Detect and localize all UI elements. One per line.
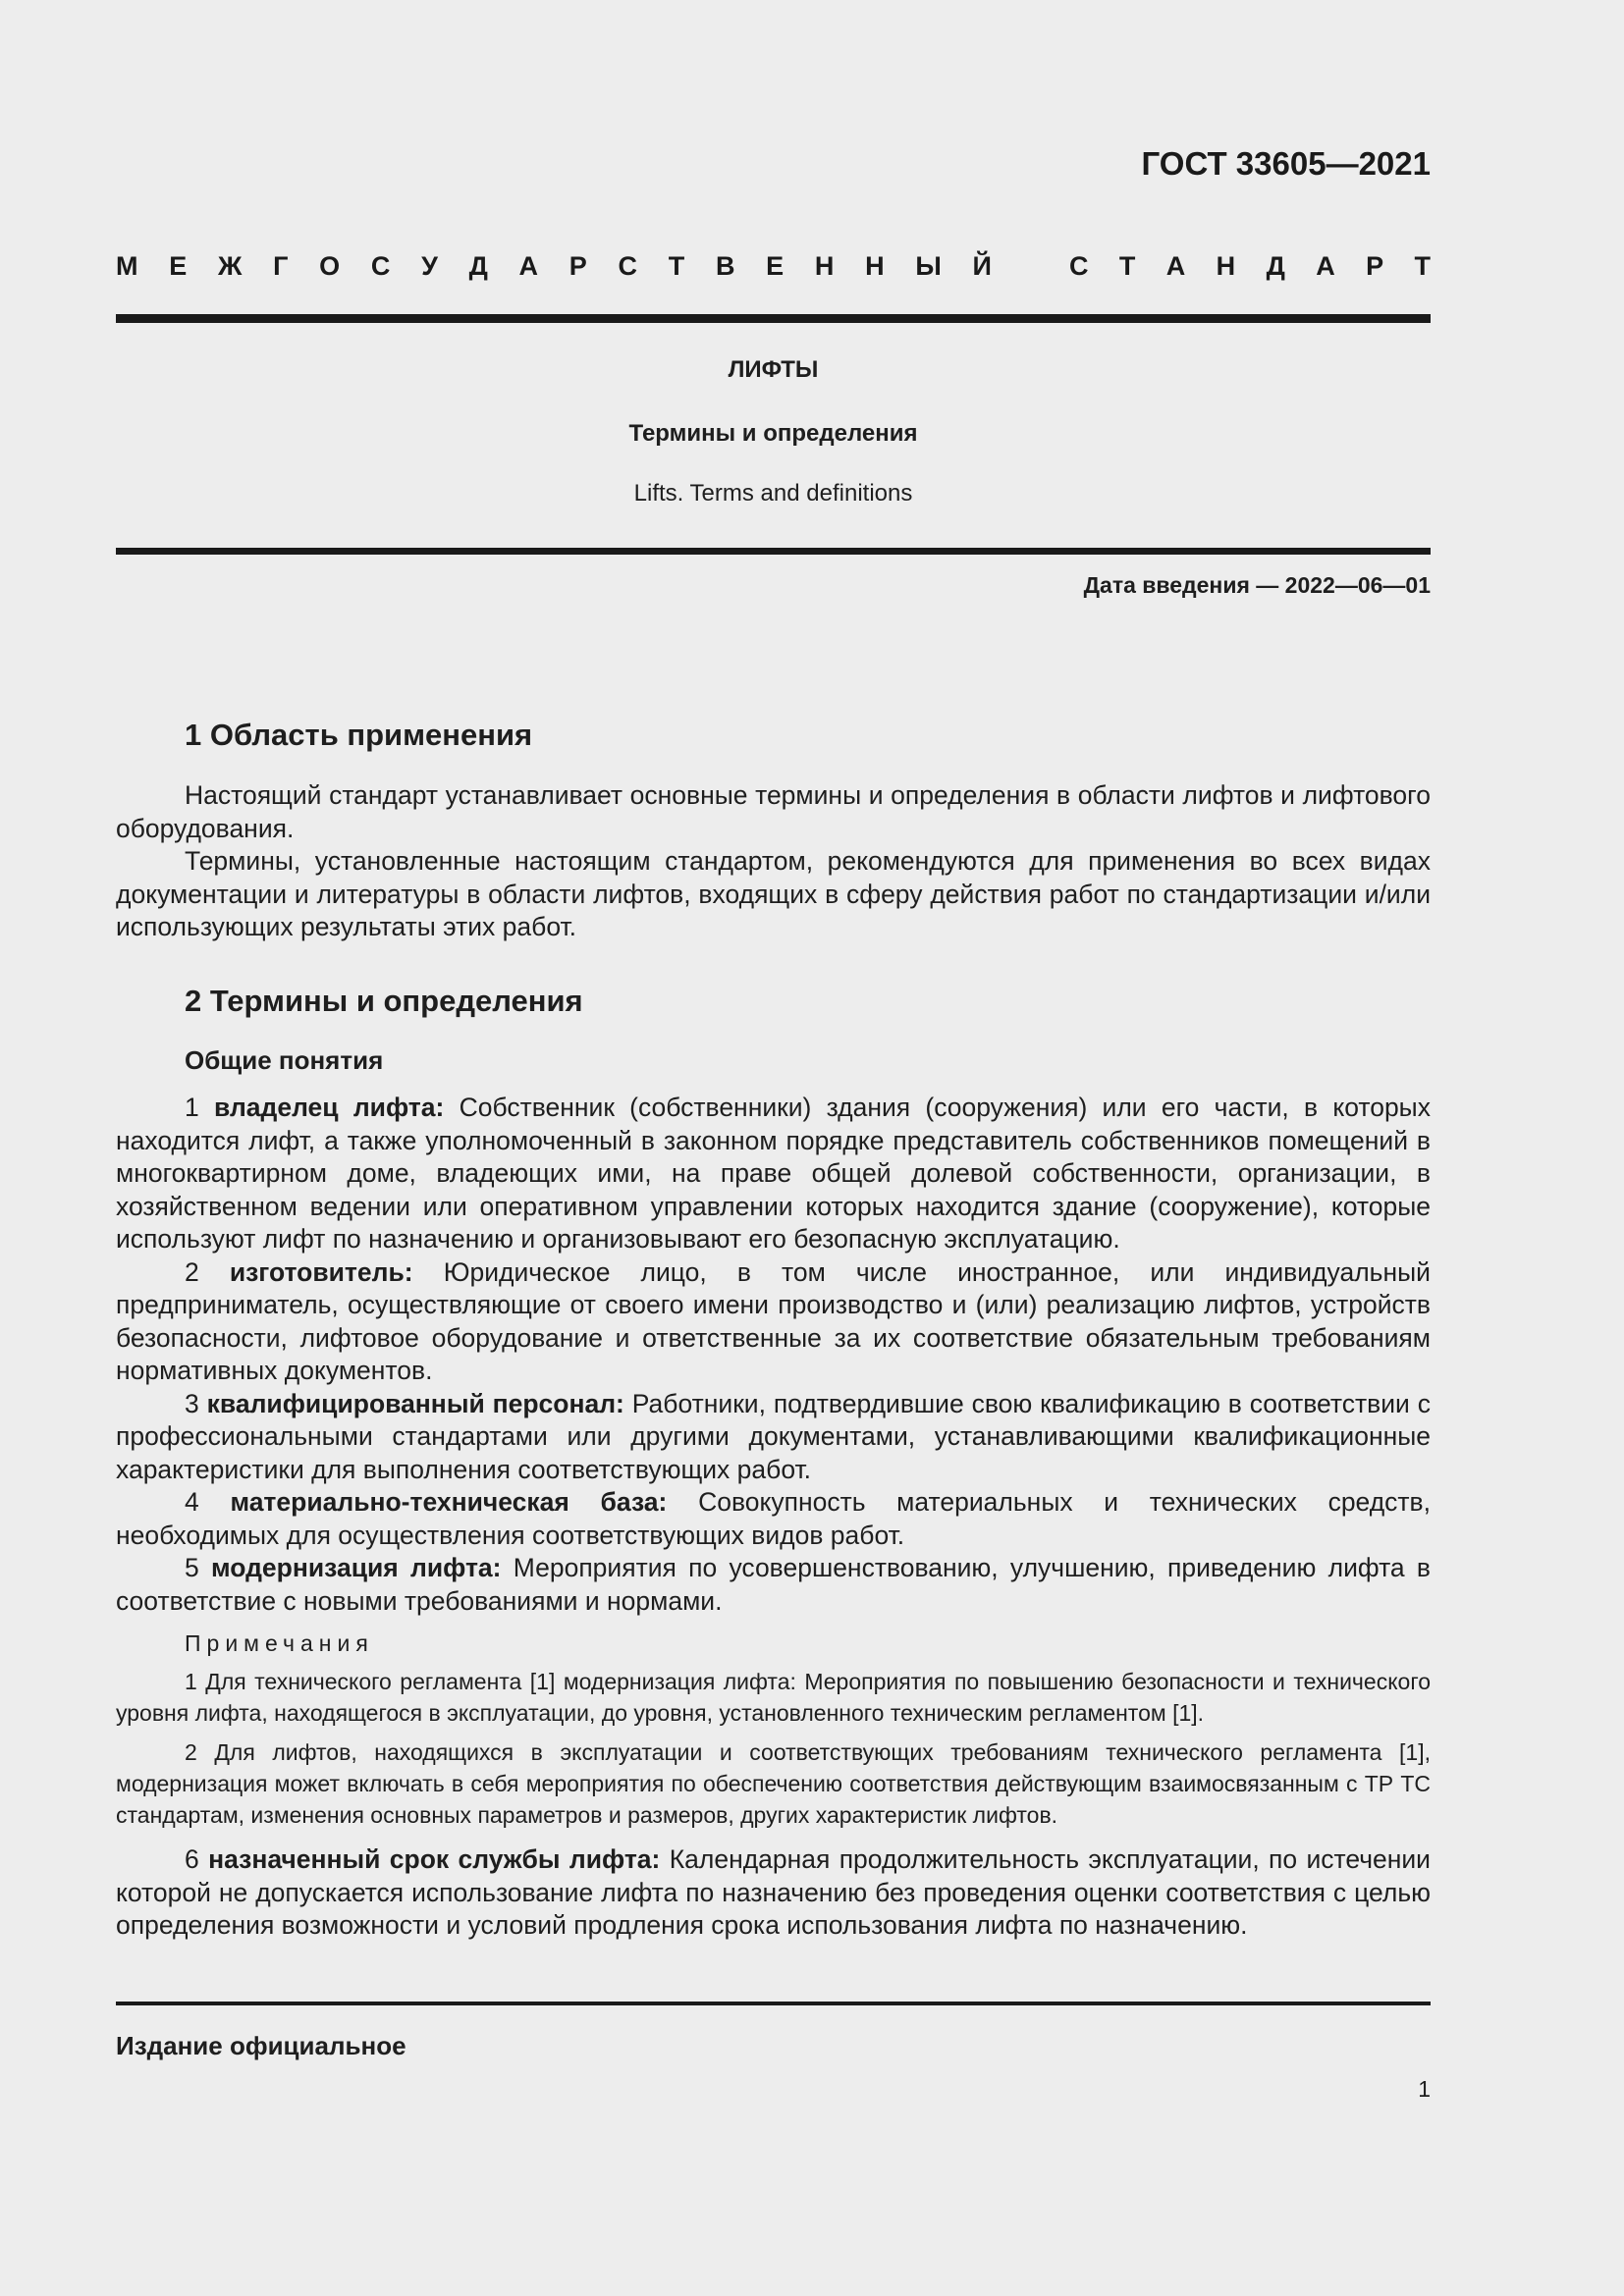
standard-type-letter: А	[1316, 251, 1335, 281]
document-title-english: Lifts. Terms and definitions	[633, 480, 913, 507]
standard-type-letter: Т	[1118, 251, 1136, 281]
section-2-subheading: Общие понятия	[185, 1045, 384, 1075]
term-entry: 2 изготовитель: Юридическое лицо, в том числе иностранное, или индивидуальный предприниматель, осуществляющие от своего имени производство и (или) реализацию лифтов, устройств безопасности, лифтовое оборудование и ответственные за их соответствие обязательным требованиям нормативных документов.	[116, 1256, 1431, 1385]
document-title: ЛИФТЫ	[728, 356, 819, 383]
section-1-paragraph-1: Настоящий стандарт устанавливает основные термины и определения в области лифтов и лифтового оборудования.	[116, 780, 1431, 843]
term-definition: Мероприятия по усовершенствованию, улучшению, приведению лифта в соответствие с новыми требованиями и нормами.	[116, 1553, 1431, 1616]
terms-list	[116, 1092, 1431, 1618]
term-name: владелец лифта:	[214, 1093, 445, 1122]
section-1-heading: 1 Область применения	[185, 718, 533, 752]
standard-type-letter: В	[715, 251, 735, 281]
standard-type-letter: Г	[273, 251, 289, 281]
term-name: назначенный срок службы лифта:	[208, 1844, 661, 1874]
term-6-block	[116, 1843, 1431, 1943]
standard-type-letter: М	[116, 251, 138, 281]
term-entry: 6 назначенный срок службы лифта: Календарная продолжительность эксплуатации, по истечении которой не допускается использование лифта по назначению без проведения оценки соответствия с целью определения возможности и условий продления срока использования лифта по назначению.	[116, 1844, 1431, 1940]
document-subtitle: Термины и определения	[628, 420, 918, 447]
gost-number: ГОСТ 33605—2021	[1141, 145, 1431, 182]
term-name: квалифицированный персонал:	[206, 1388, 624, 1418]
standard-type-letter: Й	[972, 251, 992, 281]
term-name: модернизация лифта:	[211, 1553, 502, 1582]
standard-type-letter: Д	[1266, 251, 1285, 281]
standard-type-letter: А	[518, 251, 539, 281]
section-1-paragraph-2: Термины, установленные настоящим стандартом, рекомендуются для применения во всех видах документации и литературы в области лифтов, входящих в сферу действия работ по стандартизации и/или использующих результаты этих работ.	[116, 846, 1431, 941]
standard-type-label	[116, 251, 1431, 282]
term-entry: 1 владелец лифта: Собственник (собственники) здания (сооружения) или его части, в которых находится лифт, а также уполномоченный в законном порядке представитель собственников помещений в многоквартирном доме, владеющих ими, на праве общей долевой собственности, организации, в хозяйственном ведении или оперативном управлении которых находится здание (сооружение), которые используют лифт по назначению и организовывают его безопасную эксплуатацию.	[116, 1093, 1431, 1254]
standard-type-letter: Р	[568, 251, 587, 281]
standard-type-letter: А	[1165, 251, 1186, 281]
standard-type-letter: С	[370, 251, 391, 281]
document-page	[116, 0, 1431, 2296]
section-2-heading: 2 Термины и определения	[185, 984, 583, 1018]
term-definition: Юридическое лицо, в том числе иностранное, или индивидуальный предприниматель, осуществляющие от своего имени производство и (или) реализацию лифтов, устройств безопасности, лифтовое оборудование и ответственные за их соответствие обязательным требованиям нормативных документов.	[116, 1256, 1431, 1385]
term-definition: Собственник (собственники) здания (сооружения) или его части, в которых находится лифт, а также уполномоченный в законном порядке представитель собственников помещений в многоквартирном доме, владеющих ими, на праве общей долевой собственности, организации, в хозяйственном ведении или оперативном управлении которых находится здание (сооружение), которые используют лифт по назначению и организовывают его безопасную эксплуатацию.	[116, 1093, 1431, 1254]
standard-type-letter: Ы	[915, 251, 942, 281]
term-entry: 3 квалифицированный персонал: Работники, подтвердившие свою квалификацию в соответствии с профессиональными стандартами или другими документами, устанавливающими квалификационные характеристики для выполнения соответствующих работ.	[116, 1388, 1431, 1484]
notes-list	[116, 1666, 1431, 1831]
effective-date: Дата введения — 2022—06—01	[1083, 572, 1431, 598]
term-entry: 5 модернизация лифта: Мероприятия по усовершенствованию, улучшению, приведению лифта в соответствие с новыми требованиями и нормами.	[116, 1553, 1431, 1616]
term-definition: Календарная продолжительность эксплуатации, по истечении которой не допускается использование лифта по назначению без проведения оценки соответствия с целью определения возможности и условий продления срока использования лифта по назначению.	[116, 1844, 1431, 1940]
term-name: материально-техническая база:	[230, 1487, 668, 1517]
standard-type-letter: У	[421, 251, 438, 281]
standard-type-letter: О	[319, 251, 341, 281]
notes-heading: Примечания	[185, 1630, 374, 1656]
standard-type-letter: С	[618, 251, 637, 281]
standard-type-letter: Е	[169, 251, 188, 281]
edition-label: Издание официальное	[116, 2031, 406, 2060]
standard-type-letter: Ж	[217, 251, 243, 281]
note-item: 1 Для технического регламента [1] модернизация лифта: Мероприятия по повышению безопасности и технического уровня лифта, находящегося в эксплуатации, до уровня, установленного техническим регламентом [1].	[116, 1669, 1431, 1726]
standard-type-letter: Н	[814, 251, 835, 281]
standard-type-letter: Н	[865, 251, 885, 281]
standard-type-letter: Т	[668, 251, 685, 281]
term-entry: 4 материально-техническая база: Совокупность материальных и технических средств, необходимых для осуществления соответствующих видов работ.	[116, 1487, 1431, 1550]
standard-type-letter: Р	[1366, 251, 1384, 281]
term-name: изготовитель:	[229, 1256, 413, 1287]
title-divider	[116, 548, 1431, 555]
term-definition: Работники, подтвердившие свою квалификацию в соответствии с профессиональными стандартами или другими документами, устанавливающими квалификационные характеристики для выполнения соответствующих работ.	[116, 1388, 1431, 1484]
standard-type-letter: Т	[1414, 251, 1431, 281]
section-1-body	[116, 779, 1431, 944]
top-divider	[116, 314, 1431, 323]
footer-divider	[116, 2002, 1431, 2005]
standard-type-word-1	[116, 251, 992, 282]
standard-type-letter: Е	[766, 251, 785, 281]
note-item: 2 Для лифтов, находящихся в эксплуатации и соответствующих требованиям технического регламента [1], модернизация может включать в себя мероприятия по обеспечению соответствия действующим взаимосвязанным с ТР ТС стандартам, изменения основных параметров и размеров, других характеристик лифтов.	[116, 1739, 1431, 1828]
standard-type-word-2	[1069, 251, 1431, 282]
standard-type-letter: Н	[1216, 251, 1236, 281]
standard-type-letter: Д	[468, 251, 488, 281]
term-definition: Совокупность материальных и технических средств, необходимых для осуществления соответствующих видов работ.	[116, 1487, 1431, 1550]
standard-type-letter: С	[1069, 251, 1089, 281]
page-number: 1	[1418, 2076, 1431, 2102]
